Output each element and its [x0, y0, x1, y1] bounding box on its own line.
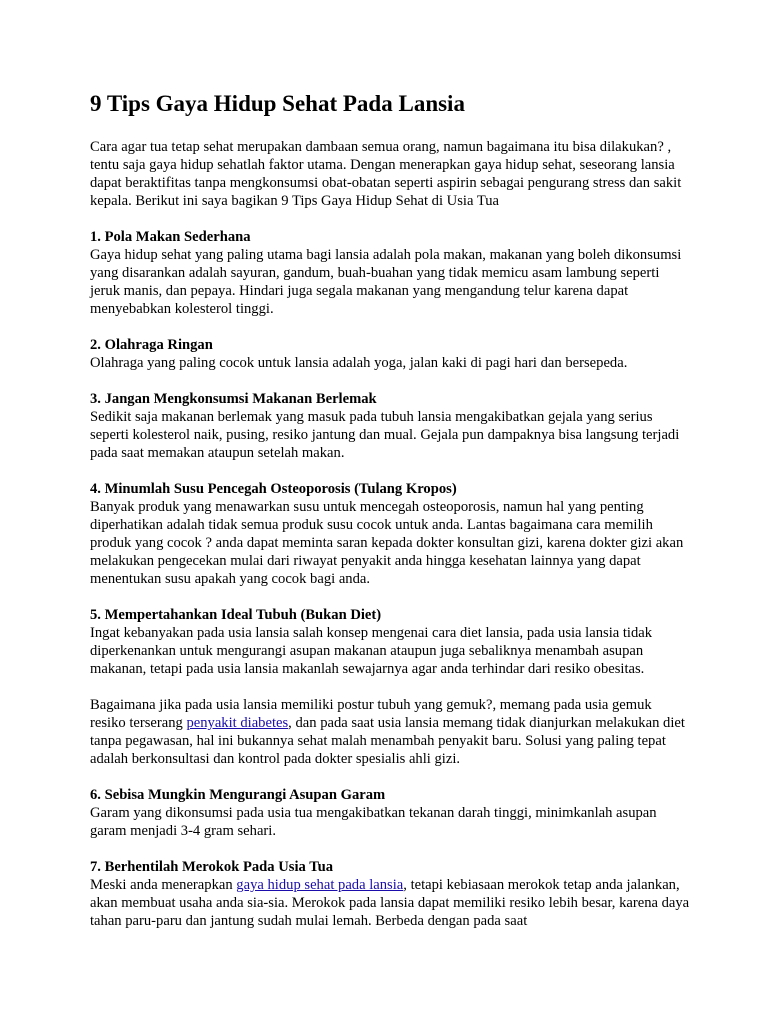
section-5	[90, 606, 690, 768]
section-title: 7. Berhentilah Merokok Pada Usia Tua	[90, 859, 333, 875]
section-body: Olahraga yang paling cocok untuk lansia adalah yoga, jalan kaki di pagi hari dan bersepeda.	[90, 355, 628, 371]
section-title: 3. Jangan Mengkonsumsi Makanan Berlemak	[90, 391, 377, 407]
section-6	[90, 786, 690, 840]
link-penyakit-diabetes[interactable]: penyakit diabetes	[186, 715, 289, 731]
section-body: Gaya hidup sehat yang paling utama bagi lansia adalah pola makan, makanan yang boleh dikonsumsi yang disarankan adalah sayuran, gandum, buah-buahan yang tidak memicu asam lambung seperti jeruk manis, dan pepaya. Hindari juga segala makanan yang mengandung telur karena dapat menyebabkan kolesterol tinggi.	[90, 247, 682, 317]
section-body: Banyak produk yang menawarkan susu untuk mencegah osteoporosis, namun hal yang penting diperhatikan adalah tidak semua produk susu cocok untuk anda. Lantas bagaimana cara memilih produk yang cocok ? anda dapat meminta saran kepada dokter konsultan gizi, karena dokter gizi akan melakukan pengecekan mulai dari riwayat penyakit anda hingga kesehatan lainnya yang dapat menentukan susu apakah yang cocok bagi anda.	[90, 499, 684, 587]
section-title: 5. Mempertahankan Ideal Tubuh (Bukan Diet)	[90, 607, 382, 623]
section-body-second-paragraph	[90, 696, 690, 768]
paragraph-text: , tetapi kebiasaan merokok tetap anda jalankan, akan membuat usaha anda sia-sia. Merokok pada lansia dapat memiliki resiko lebih besar, karena daya tahan paru-paru dan jantung sudah mulai lemah. Berbeda dengan pada saat	[90, 877, 690, 929]
section-body: Ingat kebanyakan pada usia lansia salah konsep mengenai cara diet lansia, pada usia lansia tidak diperkenankan untuk mengurangi asupan makanan ataupun juga sebaliknya menambah asupan makanan, tetapi pada usia lansia makanlah sewajarnya agar anda terhindar dari resiko obesitas.	[90, 625, 653, 677]
section-title: 6. Sebisa Mungkin Mengurangi Asupan Garam	[90, 787, 386, 803]
section-body: Sedikit saja makanan berlemak yang masuk pada tubuh lansia mengakibatkan gejala yang serius seperti kolesterol naik, pusing, resiko jantung dan mual. Gejala pun dampaknya bisa langsung terjadi pada saat memakan ataupun setelah makan.	[90, 409, 680, 461]
link-gaya-hidup-sehat-pada-lansia[interactable]: gaya hidup sehat pada lansia	[236, 877, 404, 893]
page-title: 9 Tips Gaya Hidup Sehat Pada Lansia	[90, 91, 465, 116]
section-3	[90, 390, 690, 462]
section-7	[90, 858, 690, 930]
intro-paragraph: Cara agar tua tetap sehat merupakan dambaan semua orang, namun bagaimana itu bisa dilakukan? , tentu saja gaya hidup sehatlah faktor utama. Dengan menerapkan gaya hidup sehat, seseorang lansia dapat beraktifitas tanpa mengkonsumsi obat-obatan seperti aspirin sebagai pengurang stress dan sakit kepala. Berikut ini saya bagikan 9 Tips Gaya Hidup Sehat di Usia Tua	[90, 139, 682, 209]
article	[90, 88, 690, 948]
section-4	[90, 480, 690, 588]
section-title: 4. Minumlah Susu Pencegah Osteoporosis (Tulang Kropos)	[90, 481, 457, 497]
section-body	[90, 876, 690, 930]
section-title: 2. Olahraga Ringan	[90, 337, 213, 353]
paragraph-text: Meski anda menerapkan	[90, 877, 237, 893]
section-2	[90, 336, 690, 372]
section-title: 1. Pola Makan Sederhana	[90, 229, 251, 245]
section-body: Garam yang dikonsumsi pada usia tua mengakibatkan tekanan darah tinggi, minimkanlah asupan garam menjadi 3-4 gram sehari.	[90, 805, 657, 839]
paragraph-text: , dan pada saat usia lansia memang tidak dianjurkan melakukan diet tanpa pegawasan, hal ini bukannya sehat malah menambah penyakit baru. Solusi yang paling tepat adalah berkonsultasi dan kontrol pada dokter spesialis ahli gizi.	[90, 715, 685, 767]
paragraph-text: Bagaimana jika pada usia lansia memiliki postur tubuh yang gemuk?, memang pada usia gemuk resiko terserang	[90, 697, 652, 731]
section-1	[90, 228, 690, 318]
